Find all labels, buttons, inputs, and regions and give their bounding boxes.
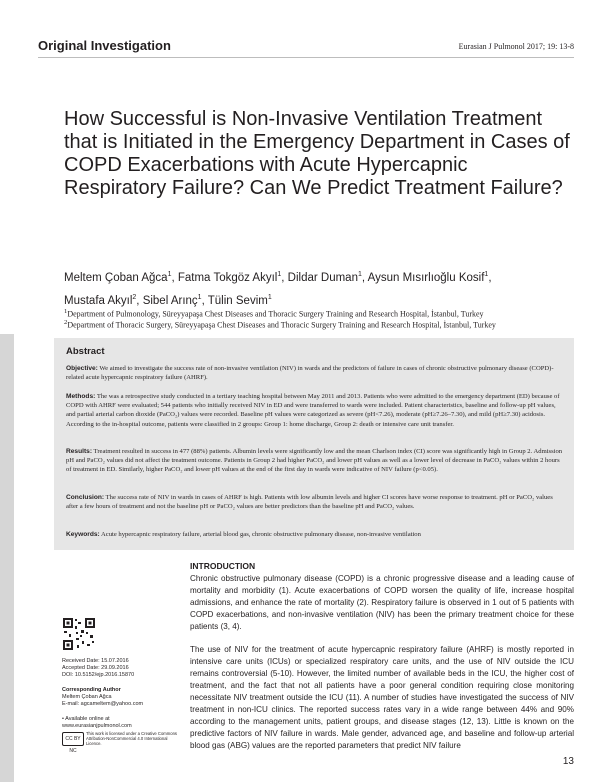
creative-commons-icon: CC BY NC [62,732,84,746]
author: Tülin Sevim$^1$ [207,293,272,307]
introduction-paragraph: Chronic obstructive pulmonary disease (COPD) is a chronic progressive disease and a leading cause of mortality and morbidity (1). Acute exacerbations of COPD worsen the quality of life, increase hospital admissions, and enhance the rate of mortality (2). Respiratory failure is observed in 1 out of 5 patients with COPD exacerbations, and non-invasive ventilation (NIV) has been the primary treatment choice for these patients (3, 4). [190,574,574,631]
abstract-conclusion: Conclusion: The success rate of NIV in wards in cases of AHRF is high. Patients with low albumin levels and higher CI scores have worse response to treatment. pH or PaCO₂ values after a few hours of treatment and not the baseline pH or PaCO₂ values are better predictors than the baseline pH and PaCO₂ values. [66,494,553,511]
article-title: How Successful is Non-Invasive Ventilation Treatment that is Initiated in the Emergency Department in Cases of COPD Exacerbations with Acute Hypercapnic Respiratory Failure? Can We Predict Treatment Failure? [64,108,570,199]
side-gray-bar [0,334,14,782]
author: Dildar Duman$^1$, [287,271,368,284]
author: Fatma Tokgöz Akyıl$^1$, [177,271,288,284]
qr-code-icon [62,617,96,651]
author: Mustafa Akyıl$^2$, [64,293,143,307]
abstract-heading: Abstract [66,346,105,357]
doi: DOI: 10.5152/ejp.2016.15870 [62,672,135,678]
corresponding-author-label: Corresponding Author [62,687,121,693]
section-label: Original Investigation [38,38,171,53]
page-number: 13 [562,756,574,767]
abstract-methods: Methods: The was a retrospective study conducted in a tertiary teaching hospital between May 2011 and 2013. Patients who were admitted to the emergency department (ED) because of COPD with AHRF were evaluated; 544 patients who initially received NIV in ED and were transferred to wards were included. Patient characteristics, baseline and follow-up pH values, and partial arterial carbon dioxide (PaCO₂) values were recorded. Baseline pH values were categorized as severe (pH<7.26), moderate (pH≥7.26–7.30), and mild (pH≥7.30) acidosis. According to the in-hospital outcome, patients were classified in 2 groups: Group 1: home discharge, Group 2: death or intensive care unit transfer. [66,393,560,428]
introduction-paragraph: The use of NIV for the treatment of acute hypercapnic respiratory failure (AHRF) is mostly reported in intensive care units (ICUs) or specialized respiratory care units, and the use of NIV outside the ICU remains controversial (5-10). However, the limited number of available beds in the ICU, the higher cost of treatment, and the fact that not all patients have a poor general condition requiring close monitoring necessitate NIV treatment outside the ICU (11). A number of studies have investigated the success of NIV treatment in non-ICU clinics. The reported success rates vary in a wide range between 44% and 90% according to the management units, patient groups, and disease stages (12, 13). Little is known on the predictive factors of NIV failure in wards. Male gender, advanced age, and baseline and follow-up arterial blood gas (ABG) values are the reported parameters that predict NIV failure [190,645,574,750]
accepted-date: Accepted Date: 29.09.2016 [62,665,129,671]
author-list [64,265,564,311]
introduction-heading: INTRODUCTION [190,561,256,571]
author: Sibel Arınç$^1$, [142,293,208,307]
journal-reference: Eurasian J Pulmonol 2017; 19: 13-8 [458,42,574,51]
author: Meltem Çoban Ağca$^1$, [64,271,178,284]
abstract-results: Results: Treatment resulted in success in 477 (88%) patients. Albumin levels were significantly low and the mean Charlson index (CI) score was significantly high in Group 2. Admission pH and PaCO₂ values did not affect the treatment outcome. Patients in Group 2 had higher PaCO₂ and lower pH values as well as a lower level of decrease in PaCO₂ values within 2 hours of treatment in ED. Similarly, higher PaCO₂ and lower pH values at the end of the first day in wards were indicative of NIV failure (p<0.05). [66,448,563,474]
author: Aysun Mısırlıoğlu Kosif$^1$, [367,271,492,284]
corresponding-author-email: E-mail: agcameltem@yahoo.com [62,701,144,707]
abstract-keywords: Keywords: Acute hypercapnic respiratory failure, arterial blood gas, chronic obstructive pulmonary disease, non-invasive ventilation [66,531,421,538]
license-text: This work is licensed under a Creative Commons Attribution-NonCommercial 4.0 International Licence. [86,731,177,747]
affiliation: $^2$Department of Thoracic Surgery, Süreyyapaşa Chest Diseases and Thoracic Surgery Training and Research Hospital, İstanbul, Turkey [64,319,496,330]
available-online: • Available online at www.eurasianjpulmonol.com [62,716,132,729]
received-date: Received Date: 15.07.2016 [62,658,129,664]
header-divider [38,57,574,58]
abstract-objective: Objective: We aimed to investigate the success rate of non-invasive ventilation (NIV) in wards and the predictors of failure in cases of chronic obstructive pulmonary disease (COPD)-related acute hypercapnic respiratory failure (AHRF). [66,365,554,382]
affiliation: $^1$Department of Pulmonology, Süreyyapaşa Chest Diseases and Thoracic Surgery Training and Research Hospital, İstanbul, Turkey [64,308,484,319]
corresponding-author-name: Meltem Çoban Ağca [62,694,112,700]
